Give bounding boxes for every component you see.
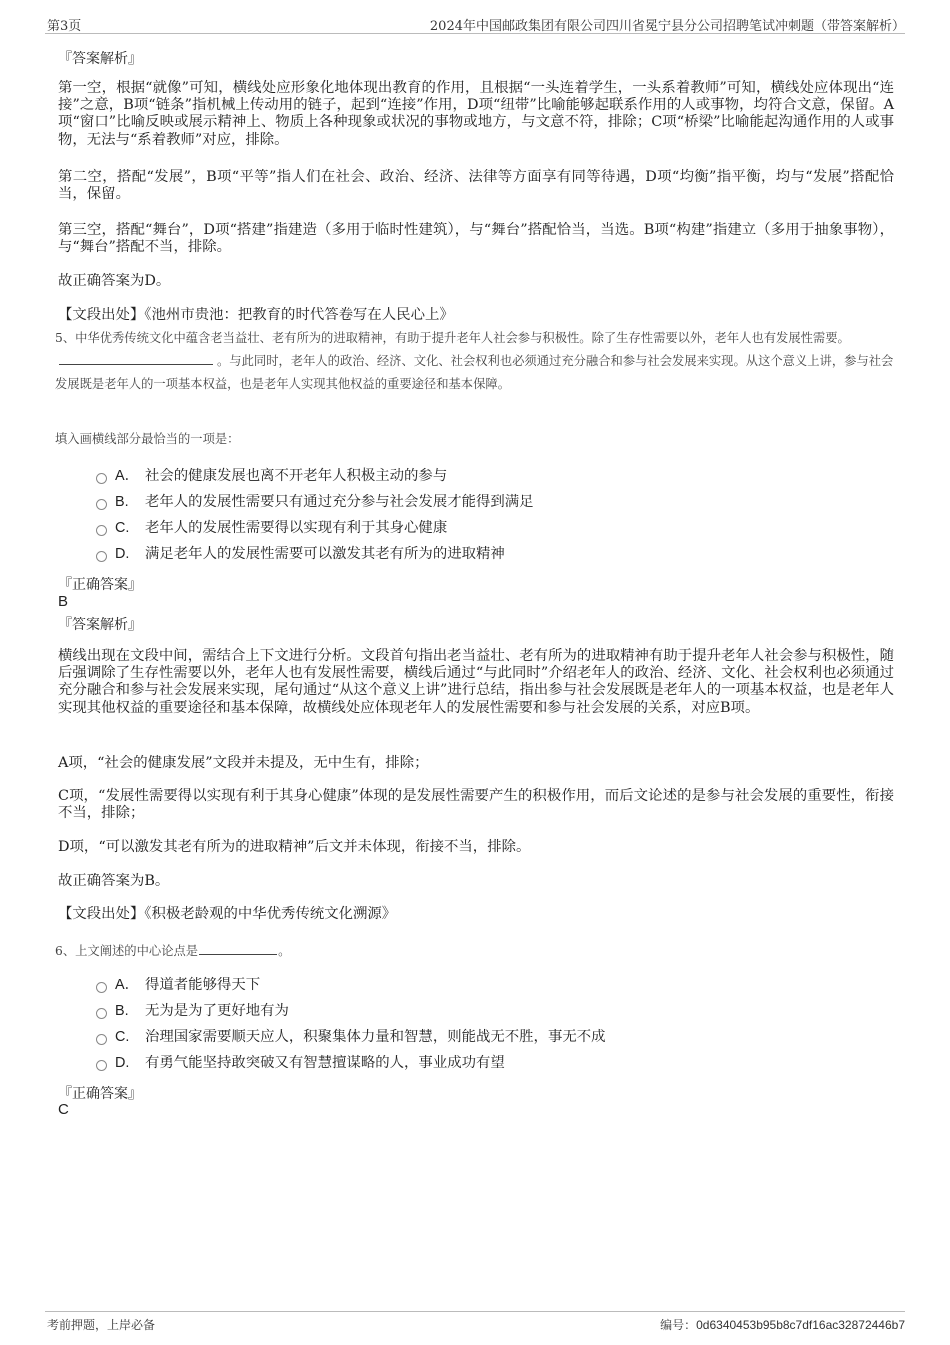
radio-icon[interactable] bbox=[96, 499, 107, 510]
page-number: 第3页 bbox=[47, 19, 82, 34]
correct-answer: C bbox=[58, 1101, 69, 1118]
radio-icon[interactable] bbox=[96, 1008, 107, 1019]
source-citation: 【文段出处】《积极老龄观的中华优秀传统文化溯源》 bbox=[58, 906, 397, 922]
analysis-paragraph: D项，“可以激发其老有所为的进取精神”后文并未体现，衔接不当，排除。 bbox=[58, 839, 531, 855]
question-text: 。与此同时，老年人的政治、经济、文化、社会权利也必须通过充分融合和参与社会发展来实现。从这个意义上讲，参与社会发展既是老年人的一项基本权益，也是老年人实现其他权益的重要途径和基本保障。 bbox=[55, 354, 894, 391]
document-id-value: 0d6340453b95b8c7df16ac32872446b7 bbox=[696, 1318, 905, 1332]
analysis-paragraph: C项，“发展性需要得以实现有利于其身心健康”体现的是发展性需要产生的积极作用，而后文论述的是参与社会发展的重要性，衔接不当，排除； bbox=[58, 788, 894, 822]
radio-icon[interactable] bbox=[96, 551, 107, 562]
footer-slogan: 考前押题，上岸必备 bbox=[47, 1318, 156, 1332]
correct-answer-label: 『正确答案』 bbox=[58, 1086, 142, 1102]
analysis-paragraph: A项，“社会的健康发展”文段并未提及，无中生有，排除； bbox=[58, 755, 429, 771]
option-letter: D. bbox=[115, 546, 130, 562]
option-letter: B. bbox=[115, 1003, 129, 1019]
footer-divider bbox=[45, 1311, 905, 1312]
option-text: 得道者能够得天下 bbox=[145, 977, 261, 993]
fill-blank bbox=[199, 942, 277, 955]
option-a[interactable] bbox=[96, 975, 260, 995]
question-stem bbox=[55, 327, 895, 396]
option-c[interactable] bbox=[96, 1027, 606, 1047]
option-b[interactable] bbox=[96, 492, 534, 512]
option-c[interactable] bbox=[96, 518, 447, 538]
analysis-label: 『答案解析』 bbox=[58, 51, 142, 67]
option-letter: A． bbox=[115, 977, 139, 993]
header-divider bbox=[45, 33, 905, 34]
option-text: 老年人的发展性需要只有通过充分参与社会发展才能得到满足 bbox=[145, 494, 534, 510]
analysis-paragraph: 第二空，搭配“发展”，B项“平等”指人们在社会、政治、经济、法律等方面享有同等待遇，D项“均衡”指平衡，均与“发展”搭配恰当，保留。 bbox=[58, 169, 894, 203]
answer-statement: 故正确答案为D。 bbox=[58, 273, 171, 289]
question-text: 6、上文阐述的中心论点是 bbox=[55, 944, 199, 958]
option-text: 老年人的发展性需要得以实现有利于其身心健康 bbox=[145, 520, 448, 536]
option-d[interactable] bbox=[96, 544, 505, 564]
radio-icon[interactable] bbox=[96, 473, 107, 484]
document-title: 2024年中国邮政集团有限公司四川省冕宁县分公司招聘笔试冲刺题（带答案解析） bbox=[429, 19, 905, 34]
radio-icon[interactable] bbox=[96, 1060, 107, 1071]
correct-answer: B bbox=[58, 593, 69, 610]
radio-icon[interactable] bbox=[96, 1034, 107, 1045]
question-text: 。 bbox=[278, 944, 291, 958]
correct-answer-label: 『正确答案』 bbox=[58, 577, 142, 593]
analysis-paragraph: 横线出现在文段中间，需结合上下文进行分析。文段首句指出老当益壮、老有所为的进取精神有助于提升老年人社会参与积极性，随后强调除了生存性需要以外，老年人也有发展性需要，横线后通过“与此同时”介绍老年人的政治、经济、文化、社会权利也必须通过充分融合和参与社会发展来实现，尾句通过“从这个意义上讲”进行总结，指出参与社会发展既是老年人的一项基本权益，也是老年人实现其他权益的重要途径和基本保障，故横线处应体现老年人的发展性需要和参与社会发展的关系，对应B项。 bbox=[58, 648, 894, 716]
answer-statement: 故正确答案为B。 bbox=[58, 873, 170, 889]
document-id-label: 编号： bbox=[660, 1318, 697, 1332]
option-letter: C. bbox=[115, 520, 130, 536]
option-text: 社会的健康发展也离不开老年人积极主动的参与 bbox=[145, 468, 448, 484]
option-d[interactable] bbox=[96, 1053, 505, 1073]
option-text: 满足老年人的发展性需要可以激发其老有所为的进取精神 bbox=[145, 546, 505, 562]
option-text: 治理国家需要顺天应人，积聚集体力量和智慧，则能战无不胜，事无不成 bbox=[145, 1029, 606, 1045]
question-text: 5、中华优秀传统文化中蕴含老当益壮、老有所为的进取精神，有助于提升老年人社会参与积极性。除了生存性需要以外，老年人也有发展性需要。 bbox=[55, 331, 850, 345]
option-text: 无为是为了更好地有为 bbox=[145, 1003, 289, 1019]
option-b[interactable] bbox=[96, 1001, 289, 1021]
radio-icon[interactable] bbox=[96, 982, 107, 993]
source-citation: 【文段出处】《池州市贵池：把教育的时代答卷写在人民心上》 bbox=[58, 307, 454, 323]
option-letter: A． bbox=[115, 468, 139, 484]
question-prompt: 填入画横线部分最恰当的一项是： bbox=[55, 432, 240, 446]
analysis-label: 『答案解析』 bbox=[58, 617, 142, 633]
option-text: 有勇气能坚持敢突破又有智慧擅谋略的人，事业成功有望 bbox=[145, 1055, 505, 1071]
radio-icon[interactable] bbox=[96, 525, 107, 536]
option-letter: D. bbox=[115, 1055, 130, 1071]
fill-blank bbox=[59, 352, 213, 365]
analysis-paragraph: 第三空，搭配“舞台”，D项“搭建”指建造（多用于临时性建筑），与“舞台”搭配恰当，当选。B项“构建”指建立（多用于抽象事物），与“舞台”搭配不当，排除。 bbox=[58, 222, 894, 256]
question-stem bbox=[55, 940, 895, 963]
analysis-paragraph: 第一空，根据“就像”可知，横线处应形象化地体现出教育的作用，且根据“一头连着学生，一头系着教师”可知，横线处应体现出“连接”之意，B项“链条”指机械上传动用的链子，起到“连接”作用，D项“纽带”比喻能够起联系作用的人或事物，均符合文意，保留。A项“窗口”比喻反映或展示精神上、物质上各种现象或状况的事物或地方，与文意不符，排除；C项“桥梁”比喻能起沟通作用的人或事物，无法与“系着教师”对应，排除。 bbox=[58, 80, 894, 148]
document-id bbox=[660, 1316, 905, 1333]
option-letter: C. bbox=[115, 1029, 130, 1045]
option-a[interactable] bbox=[96, 466, 447, 486]
option-letter: B. bbox=[115, 494, 129, 510]
